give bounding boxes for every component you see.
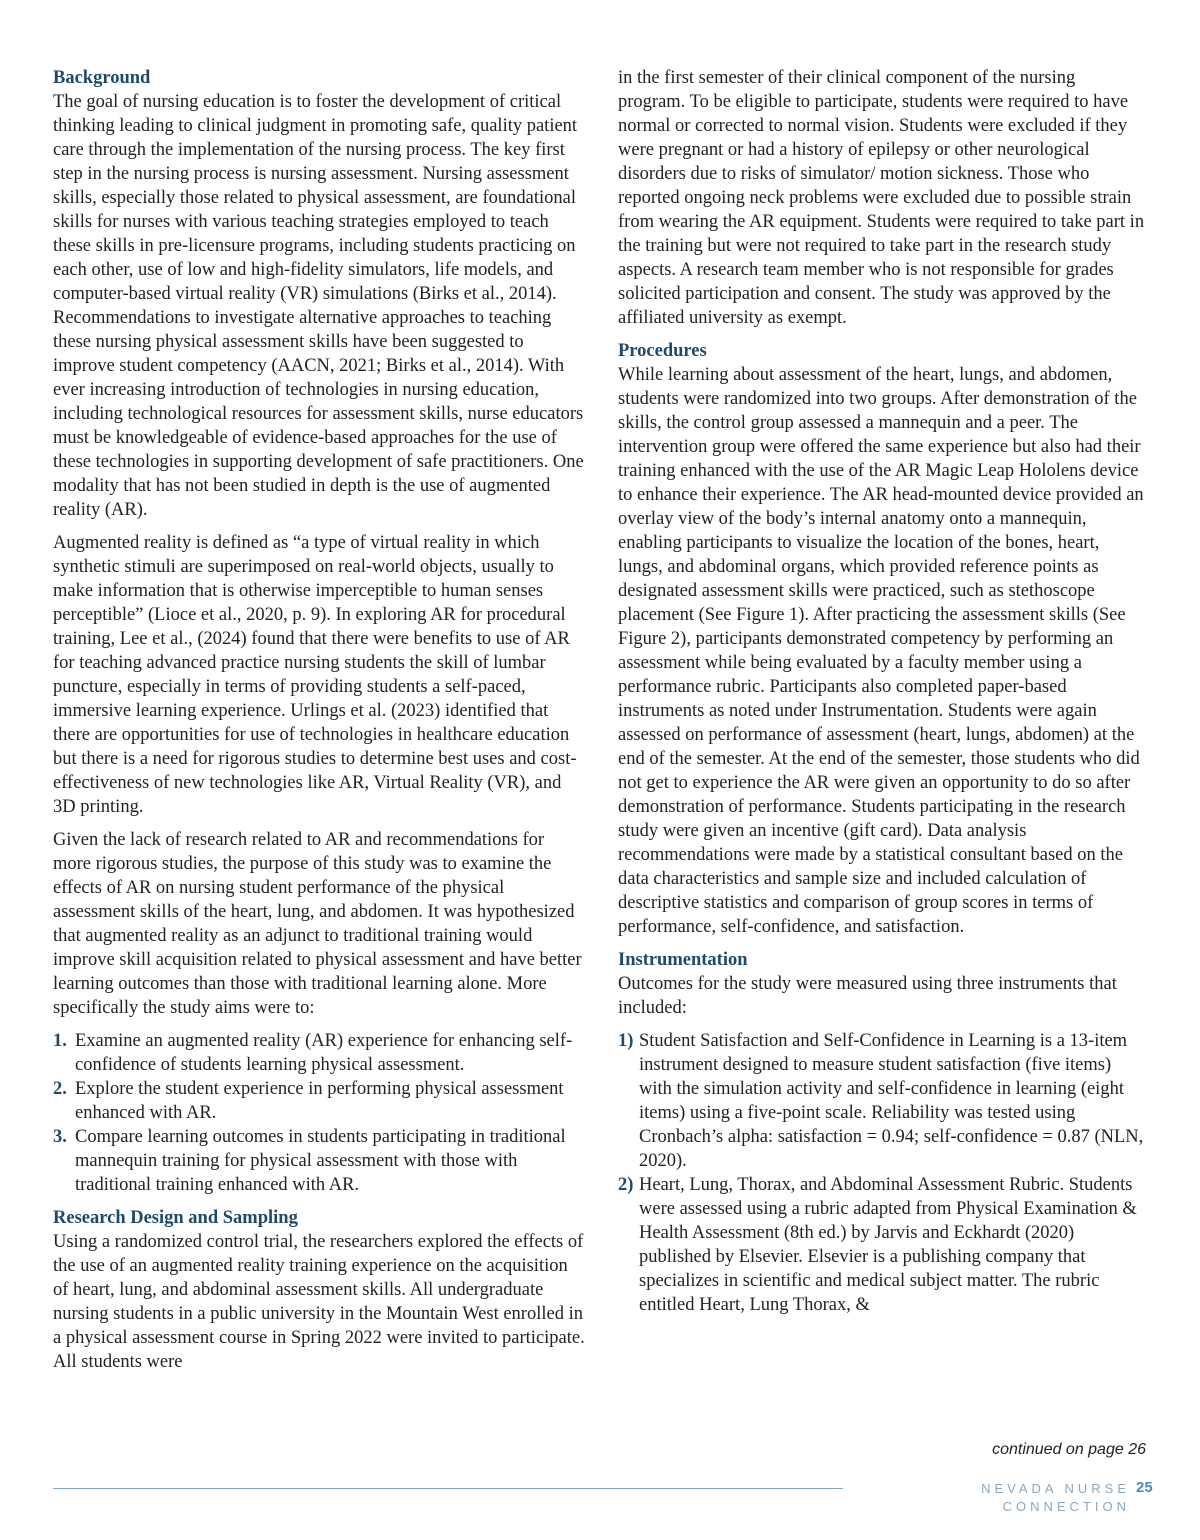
instrumentation-intro: Outcomes for the study were measured using three instruments that included: <box>618 974 1117 1018</box>
list-item <box>618 1173 1146 1317</box>
list-text: Explore the student experience in performing physical assessment enhanced with AR. <box>75 1079 564 1123</box>
background-paragraph-3: Given the lack of research related to AR and recommendations for more rigorous studies, the purpose of this study was to examine the effects of AR on nursing student performance of the physical assessment skills of the heart, lung, and abdomen. It was hypothesized that augmented reality as an adjunct to traditional training would improve skill acquisition related to physical assessment and have better learning outcomes than those with traditional learning alone. More specifically the study aims were to: <box>53 830 582 1018</box>
instrumentation-section <box>618 948 1146 1317</box>
background-paragraph-1: The goal of nursing education is to foster the development of critical thinking leading to clinical judgment in promoting safe, quality patient care through the implementation of the nursing process. The key first step in the nursing process is nursing assessment. Nursing assessment skills, especially those related to physical assessment, are foundational skills for nurses with various teaching strategies employed to teach these skills in pre-licensure programs, including students practicing on each other, use of low and high-fidelity simulators, life models, and computer-based virtual reality (VR) simulations (Birks et al., 2014). Recommendations to investigate alternative approaches to teaching these nursing physical assessment skills have been suggested to improve student competency (AACN, 2021; Birks et al., 2014). With ever increasing introduction of technologies in nursing education, including technological resources for assessment skills, nurse educators must be knowledgeable of evidence-based approaches for the use of these technologies in supporting development of safe practitioners. One modality that has not been studied in depth is the use of augmented reality (AR). <box>53 92 584 520</box>
background-section <box>53 66 586 1197</box>
list-number: 2) <box>618 1175 634 1195</box>
left-column <box>53 66 586 1383</box>
list-number: 2. <box>53 1079 67 1099</box>
list-text: Examine an augmented reality (AR) experience for enhancing self-confidence of students learning physical assessment. <box>75 1031 573 1075</box>
research-design-paragraph: Using a randomized control trial, the researchers explored the effects of the use of an augmented reality training experience on the acquisition of heart, lung, and abdominal assessment skills. All undergraduate nursing students in a public university in the Mountain West enrolled in a physical assessment course in Spring 2022 were invited to participate. All students were <box>53 1232 585 1372</box>
procedures-section <box>618 339 1146 939</box>
footer-divider <box>53 1488 843 1489</box>
continuation-paragraph: in the first semester of their clinical component of the nursing program. To be eligible to participate, students were required to have normal or corrected to normal vision. Students were excluded if they were pregnant or had a history of epilepsy or other neurological disorders due to risks of simulator/ motion sickness. Those who reported ongoing neck problems were excluded due to possible strain from wearing the AR equipment. Students were required to take part in the training but were not required to take part in the research study aspects. A research team member who is not responsible for grades solicited participation and consent. The study was approved by the affiliated university as exempt. <box>618 68 1145 328</box>
list-number: 1) <box>618 1031 634 1051</box>
instrumentation-heading: Instrumentation <box>618 950 748 970</box>
background-paragraph-2: Augmented reality is defined as “a type of virtual reality in which synthetic stimuli are superimposed on real-world objects, usually to make information that is otherwise imperceptible to human senses perceptible” (Lioce et al., 2020, p. 9). In exploring AR for procedural training, Lee et al., (2024) found that there were benefits to use of AR for teaching advanced practice nursing students the skill of lumbar puncture, especially in terms of providing students a self-paced, immersive learning experience. Urlings et al. (2023) identified that there are opportunities for use of technologies in healthcare education but there is a need for rigorous studies to determine best uses and cost-effectiveness of new technologies like AR, Virtual Reality (VR), and 3D printing. <box>53 533 577 817</box>
list-number: 3. <box>53 1127 67 1147</box>
research-design-section <box>53 1206 586 1374</box>
list-number: 1. <box>53 1031 67 1051</box>
background-heading: Background <box>53 68 151 88</box>
page-number: 25 <box>1136 1479 1153 1496</box>
right-column <box>618 66 1146 1326</box>
list-item <box>618 1029 1146 1173</box>
list-item <box>53 1077 586 1125</box>
procedures-paragraph: While learning about assessment of the heart, lungs, and abdomen, students were randomized into two groups. After demonstration of the skills, the control group assessed a mannequin and a peer. The intervention group were offered the same experience but also had their training enhanced with the use of the AR Magic Leap Hololens device to enhance their experience. The AR head-mounted device provided an overlay view of the body’s internal anatomy onto a mannequin, enabling participants to visualize the location of the bones, heart, lungs, and abdominal organs, which provided reference points as designated assessment skills were practiced, such as stethoscope placement (See Figure 1). After practicing the assessment skills (See Figure 2), participants demonstrated competency by performing an assessment while being evaluated by a faculty member using a performance rubric. Participants also completed paper-based instruments as noted under Instrumentation. Students were again assessed on performance of assessment (heart, lungs, abdomen) at the end of the semester. At the end of the semester, those students who did not get to experience the AR were given an opportunity to do so after demonstration of performance. Students participating in the research study were given an incentive (gift card). Data analysis recommendations were made by a statistical consultant based on the data characteristics and sample size and included calculation of descriptive statistics and comparison of group scores in terms of performance, self-confidence, and satisfaction. <box>618 365 1144 937</box>
list-item <box>53 1029 586 1077</box>
continued-note: continued on page 26 <box>992 1441 1146 1458</box>
research-design-heading: Research Design and Sampling <box>53 1208 298 1228</box>
procedures-heading: Procedures <box>618 341 707 361</box>
footer-publication-name: NEVADA NURSE CONNECTION <box>981 1481 1130 1514</box>
study-aims-list <box>53 1029 586 1197</box>
list-text: Heart, Lung, Thorax, and Abdominal Assessment Rubric. Students were assessed using a rubric adapted from Physical Examination & Health Assessment (8th ed.) by Jarvis and Eckhardt (2020) published by Elsevier. Elsevier is a publishing company that specializes in scientific and medical subject matter. The rubric entitled Heart, Lung Thorax, & <box>639 1175 1137 1315</box>
list-item <box>53 1125 586 1197</box>
instruments-list <box>618 1029 1146 1317</box>
list-text: Compare learning outcomes in students participating in traditional mannequin training for physical assessment with those with traditional training enhanced with AR. <box>75 1127 566 1195</box>
list-text: Student Satisfaction and Self-Confidence in Learning is a 13-item instrument designed to measure student satisfaction (five items) with the simulation activity and self-confidence in learning (eight items) using a five-point scale. Reliability was tested using Cronbach’s alpha: satisfaction = 0.94; self-confidence = 0.87 (NLN, 2020). <box>639 1031 1144 1171</box>
